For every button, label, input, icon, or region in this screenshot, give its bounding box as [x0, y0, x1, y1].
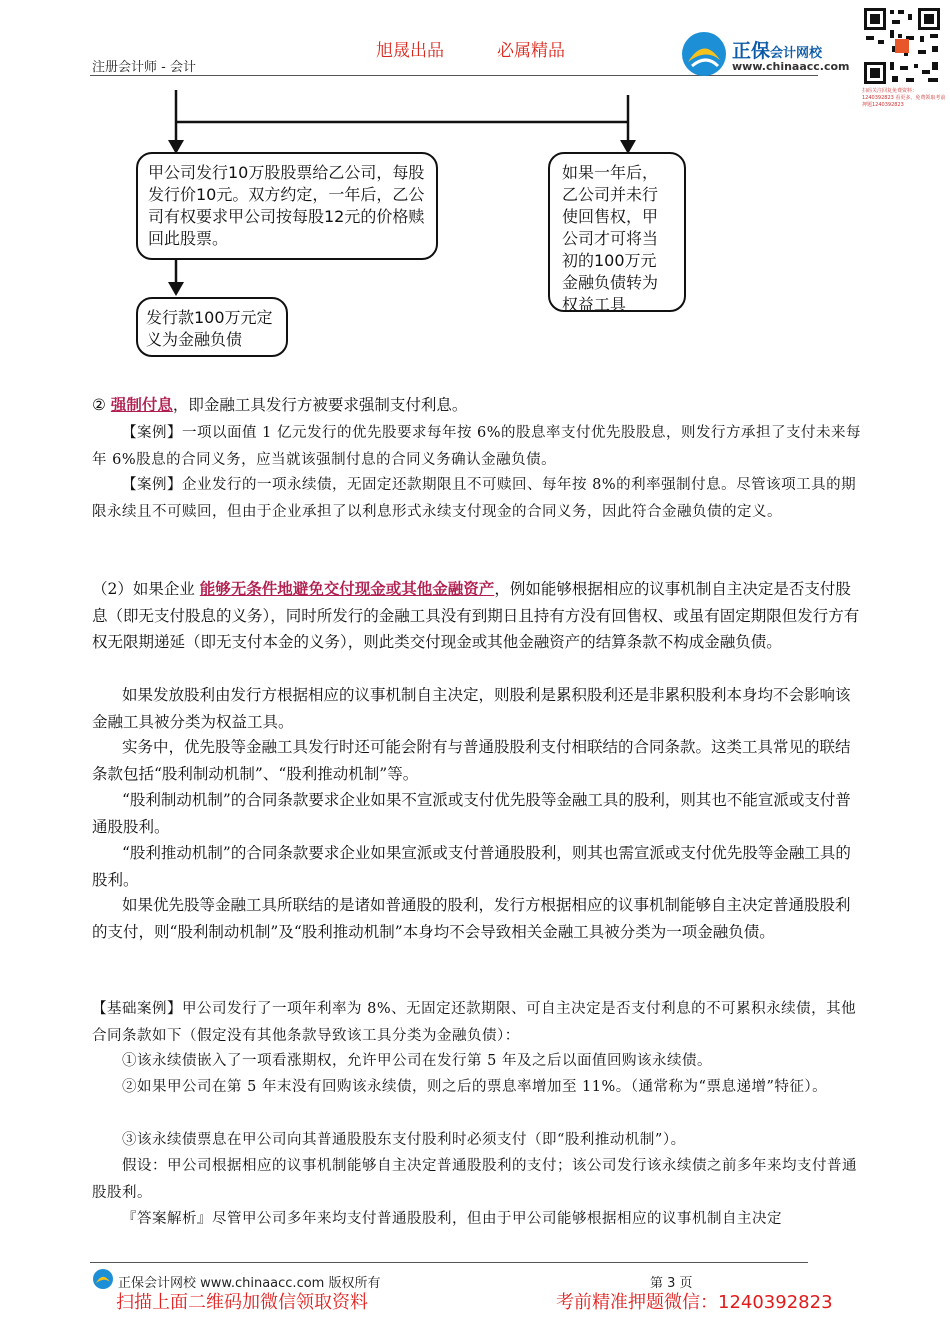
- slogan-left: 旭晟出品: [376, 41, 444, 61]
- page-number: 第 3 页: [650, 1276, 693, 1291]
- condition-2: ②如果甲公司在第 5 年末没有回购该永续债，则之后的票息率增加至 11%。（通常称为“票息递增”特征）。: [122, 1079, 828, 1095]
- basic-case: 【基础案例】甲公司发行了一项年利率为 8%、无固定还款期限、可自主决定是否支付利息的不可累积永续债，其他合同条款如下（假定没有其他条款导致该工具分类为金融负债）：: [92, 1001, 857, 1044]
- para-2: （2）如果企业 能够无条件地避免交付现金或其他金融资产，例如能够根据相应的议事机制自主决定是否支付股息（即无支付股息的义务），同时所发行的金融工具没有到期日且持有方没有回售权、或虽有固定期限但发行方有权无限期递延（即无支付本金的义务），则此类交付现金或其他金融资产的结算条款不构成金融负债。: [92, 579, 860, 651]
- case-2: 【案例】企业发行的一项永续债，无固定还款期限且不可赎回、每年按 8%的利率强制付息。尽管该项工具的期限永续且不可赎回，但由于企业承担了以利息形式永续支付现金的合同义务，因此符合金融负债的定义。: [92, 477, 857, 520]
- footer-logo-icon: [92, 1268, 114, 1290]
- condition-3: ③该永续债票息在甲公司向其普通股股东支付股利时必须支付（即“股利推动机制”）。: [122, 1132, 686, 1148]
- subject-label: 注册会计师 - 会计: [92, 60, 196, 75]
- brand-url: www.chinaacc.com: [732, 60, 850, 73]
- answer-analysis: 『答案解析』尽管甲公司多年来均支付普通股股利，但由于甲公司能够根据相应的议事机制自主决定: [122, 1211, 782, 1227]
- avoid-delivery-term: 能够无条件地避免交付现金或其他金融资产: [199, 579, 495, 598]
- qr-caption: 扫码关注回复免费资料：1240392823 看更多、免费领取考前押题1240392823: [862, 88, 946, 108]
- reclass-box: 如果一年后，乙公司并未行使回售权，甲公司才可将当初的100万元金融负债转为权益工具: [548, 152, 686, 312]
- forced-interest-term: 强制付息: [110, 395, 173, 414]
- condition-1: ①该永续债嵌入了一项看涨期权，允许甲公司在发行第 5 年及之后以面值回购该永续债。: [122, 1053, 712, 1069]
- para-6: “股利推动机制”的合同条款要求企业如果宣派或支付普通股股利，则其也需宣派或支付优先股等金融工具的股利。: [92, 844, 851, 889]
- para-5: “股利制动机制”的合同条款要求企业如果不宣派或支付优先股等金融工具的股利，则其也不能宣派或支付普通股股利。: [92, 791, 851, 836]
- para-3: 如果发放股利由发行方根据相应的议事机制自主决定，则股利是累积股利还是非累积股利本身均不会影响该金融工具被分类为权益工具。: [92, 686, 851, 731]
- footer-divider: [90, 1262, 808, 1263]
- promo-right: 考前精准押题微信：1240392823: [556, 1292, 833, 1313]
- assumption: 假设：甲公司根据相应的议事机制能够自主决定普通股股利的支付；该公司发行该永续债之前多年来均支付普通股股利。: [92, 1158, 857, 1201]
- case-1: 【案例】一项以面值 1 亿元发行的优先股要求每年按 6%的股息率支付优先股股息，则发行方承担了支付未来每年 6%股息的合同义务，应当就该强制付息的合同义务确认金融负债。: [92, 425, 862, 468]
- item-2: ② 强制付息，即金融工具发行方被要求强制支付利息。: [92, 395, 468, 414]
- liability-box: 发行款100万元定义为金融负债: [136, 297, 288, 357]
- issue-box: 甲公司发行10万股股票给乙公司，每股发行价10元。双方约定，一年后，乙公司有权要求甲公司按每股12元的价格赎回此股票。: [136, 152, 438, 260]
- copyright: 正保会计网校 www.chinaacc.com 版权所有: [118, 1276, 381, 1291]
- para-4: 实务中，优先股等金融工具发行时还可能会附有与普通股股利支付相联结的合同条款。这类工具常见的联结条款包括“股利制动机制”、“股利推动机制”等。: [92, 738, 851, 783]
- para-7: 如果优先股等金融工具所联结的是诸如普通股的股利，发行方根据相应的议事机制能够自主决定普通股股利的支付，则“股利制动机制”及“股利推动机制”本身均不会导致相关金融工具被分类为一项金融负债。: [92, 896, 851, 941]
- brand-name: 正保会计网校: [732, 40, 823, 62]
- promo-left: 扫描上面二维码加微信领取资料: [116, 1292, 368, 1313]
- slogan-right: 必属精品: [497, 41, 565, 61]
